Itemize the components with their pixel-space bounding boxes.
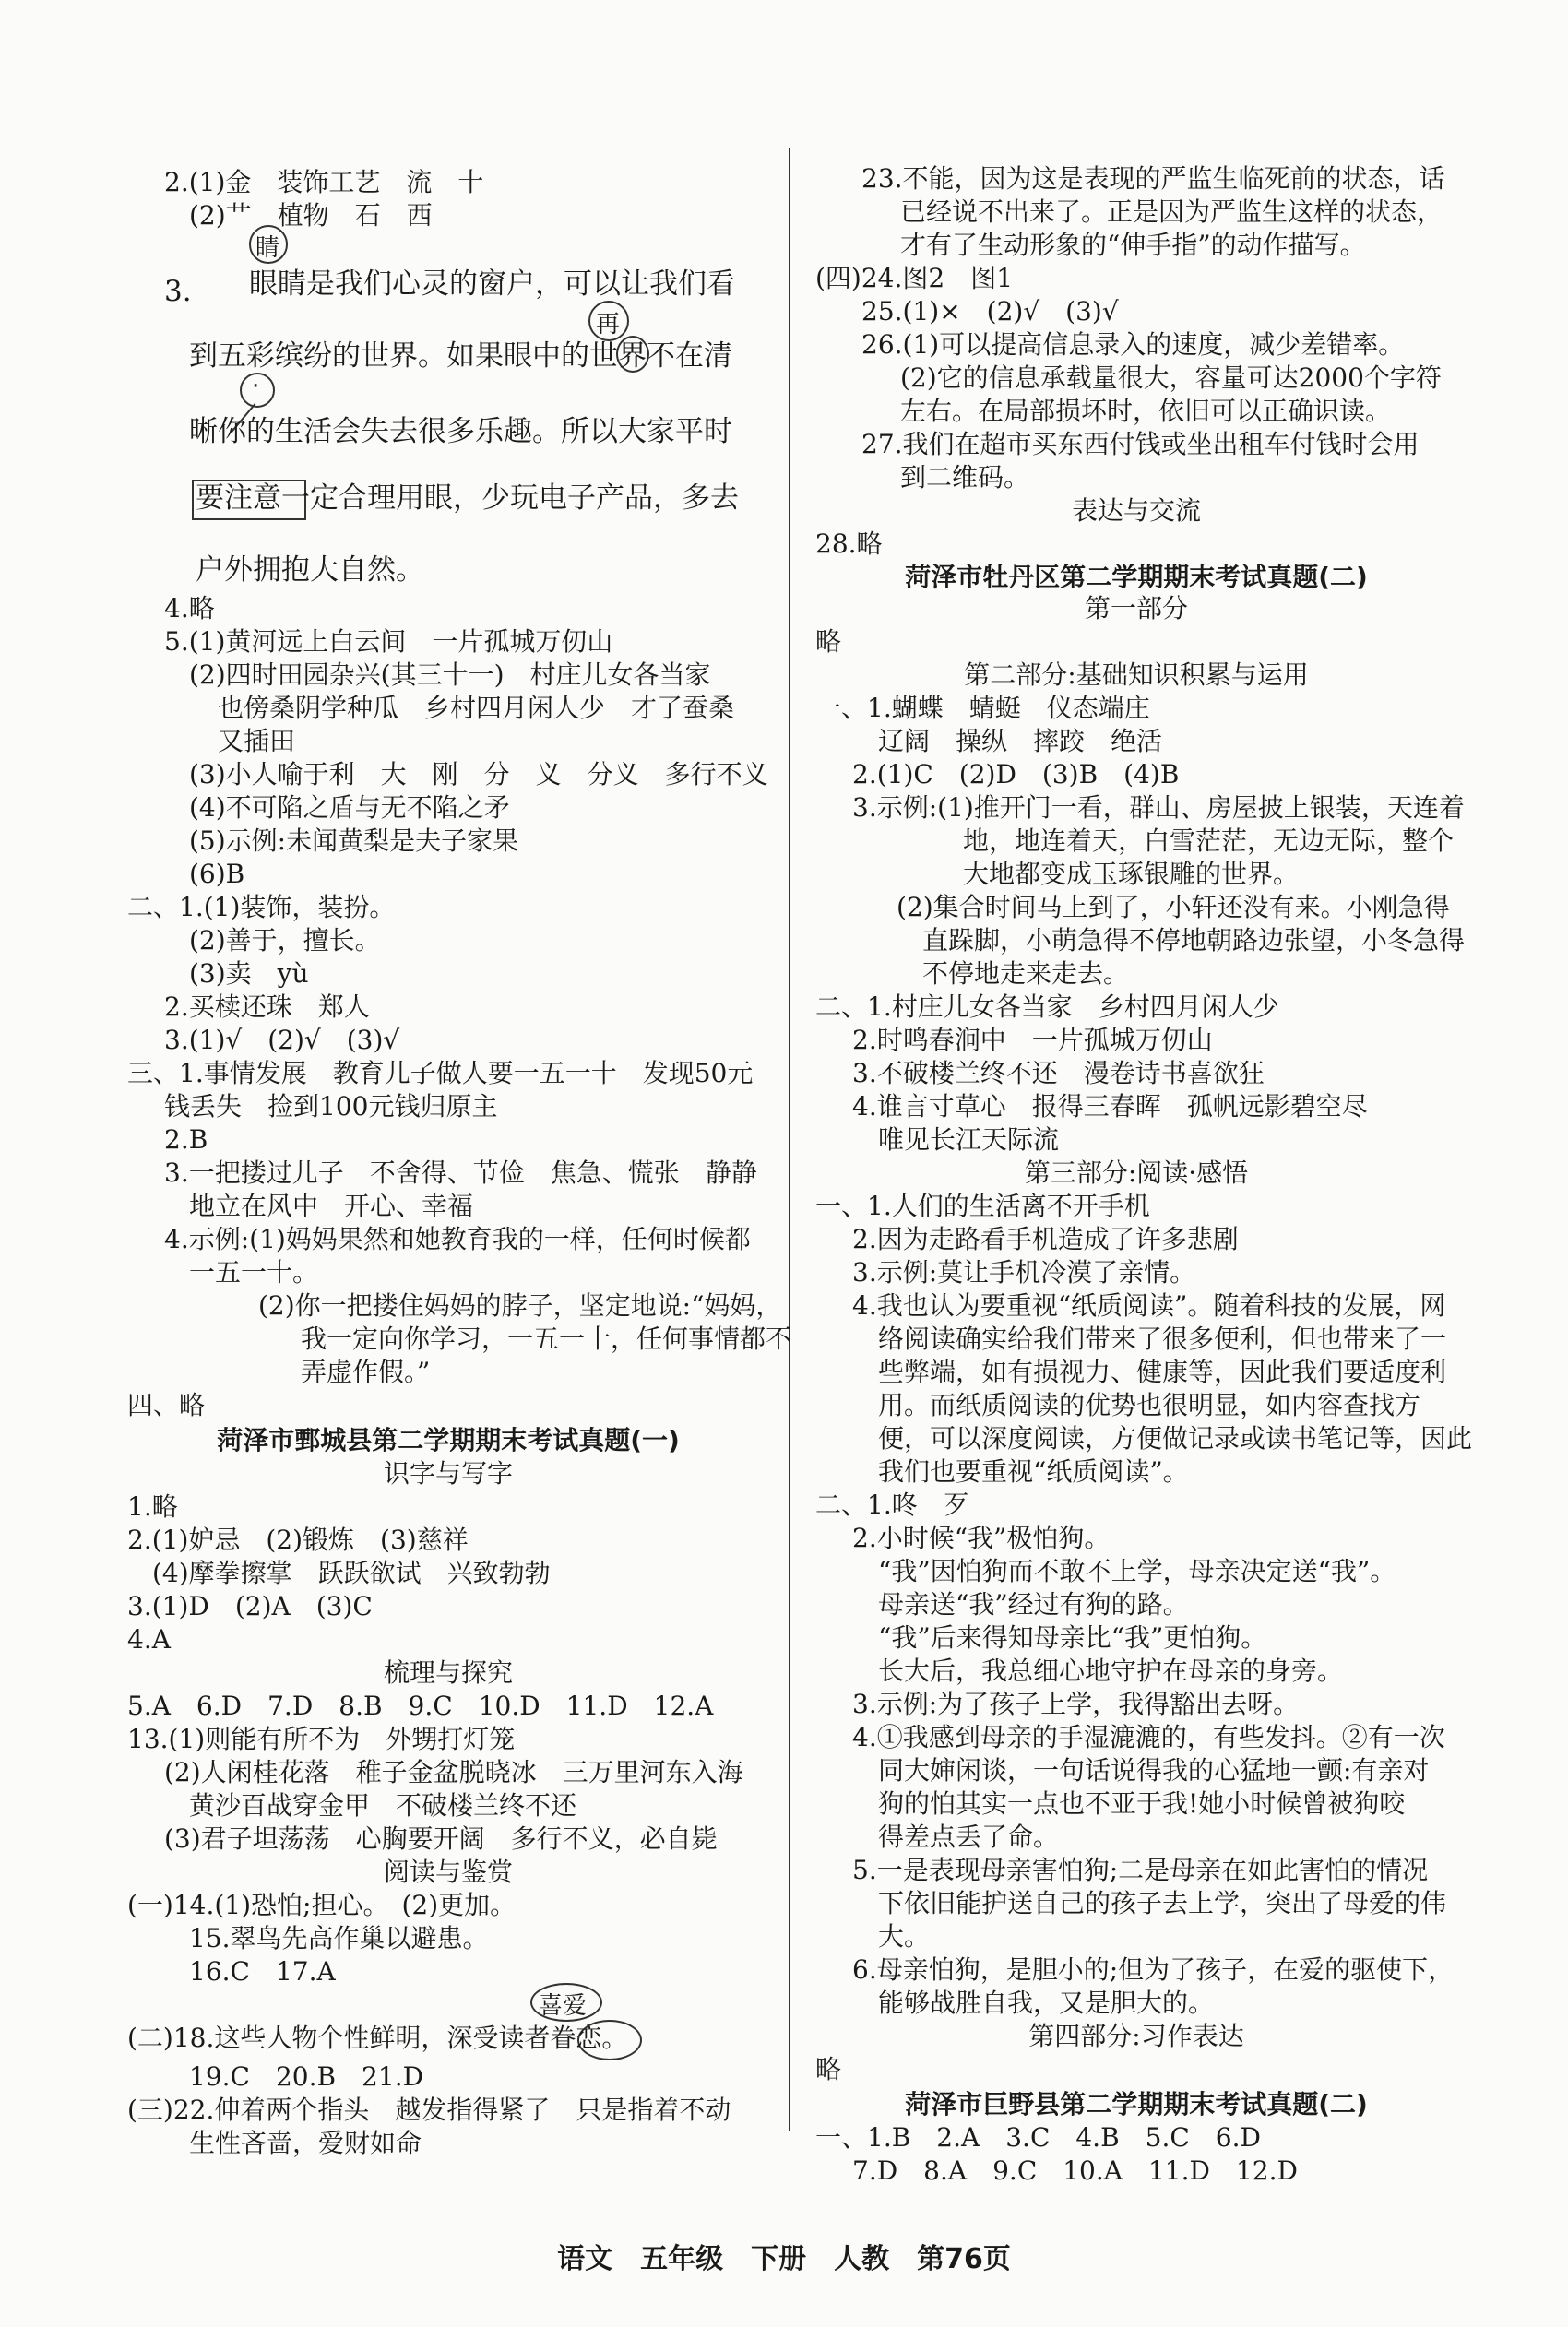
answer-line: (5)示例:未闻黄梨是夫子家果 bbox=[189, 825, 519, 856]
answer-number: 3. bbox=[164, 275, 192, 308]
answer-line: 5.一是表现母亲害怕狗;二是母亲在如此害怕的情况 bbox=[852, 1855, 1429, 1885]
answer-line: 2.买椟还珠 郑人 bbox=[164, 991, 370, 1022]
answer-line: 眼睛是我们心灵的窗户，可以让我们看 bbox=[249, 267, 735, 301]
answer-line: 黄沙百战穿金甲 不破楼兰终不还 bbox=[189, 1790, 577, 1821]
section-subtitle: 识字与写字 bbox=[383, 1458, 513, 1489]
answer-line: 不停地走来走去。 bbox=[922, 958, 1130, 989]
answer-line: 4.我也认为要重视“纸质阅读”。随着科技的发展，网 bbox=[852, 1290, 1446, 1321]
answer-line: (三)22.伸着两个指头 越发指得紧了 只是指着不动 bbox=[127, 2095, 731, 2125]
answer-line: 到五彩缤纷的世界。如果眼中的世界不在清 bbox=[189, 339, 732, 373]
answer-line: (四)24.图2 图1 bbox=[815, 263, 1014, 293]
section-subtitle: 表达与交流 bbox=[1071, 495, 1201, 526]
handwritten-correction: 喜爱 bbox=[539, 1992, 588, 2020]
answer-line: 25.(1)× (2)√ (3)√ bbox=[861, 296, 1119, 326]
answer-line: (一)14.(1)恐怕;担心。 (2)更加。 bbox=[127, 1890, 517, 1920]
answer-line: 2.B bbox=[164, 1124, 208, 1155]
answer-line: “我”因怕狗而不敢不上学，母亲决定送“我”。 bbox=[878, 1556, 1396, 1586]
section-subtitle: 第二部分:基础知识积累与运用 bbox=[964, 659, 1309, 690]
answer-line: 晰你的生活会失去很多乐趣。所以大家平时 bbox=[189, 415, 732, 448]
answer-line: (2)它的信息承载量很大，容量可达2000个字符 bbox=[900, 362, 1442, 393]
answer-line: 也傍桑阴学种瓜 乡村四月闲人少 才了蚕桑 bbox=[218, 693, 735, 723]
answer-line: 辽阔 操纵 摔跤 绝活 bbox=[878, 726, 1163, 756]
answer-line: 母亲送“我”经过有狗的路。 bbox=[878, 1589, 1189, 1620]
answer-line: 23.不能，因为这是表现的严监生临死前的状态，话 bbox=[861, 163, 1445, 194]
answer-line: 13.(1)则能有所不为 外甥打灯笼 bbox=[127, 1724, 516, 1754]
answer-line: (2)你一把搂住妈妈的脖子，坚定地说:“妈妈， bbox=[258, 1290, 782, 1321]
answer-line: 5.A 6.D 7.D 8.B 9.C 10.D 11.D 12.A bbox=[127, 1691, 714, 1721]
section-title: 菏泽市鄄城县第二学期期末考试真题(一) bbox=[217, 1425, 680, 1455]
answer-line: (3)卖 yù bbox=[189, 958, 309, 989]
answer-line: 生性吝啬，爱财如命 bbox=[189, 2128, 422, 2158]
answer-line: 2.因为走路看手机造成了许多悲剧 bbox=[852, 1224, 1239, 1254]
section-subtitle: 第四部分:习作表达 bbox=[1028, 2021, 1244, 2051]
answer-line: 便，可以深度阅读，方便做记录或读书笔记等，因此 bbox=[878, 1423, 1473, 1454]
answer-line: 3.示例:(1)推开门一看，群山、房屋披上银装，天连着 bbox=[852, 792, 1465, 823]
answer-line: 地，地连着天，白雪茫茫，无边无际，整个 bbox=[963, 825, 1455, 856]
answer-line: 络阅读确实给我们带来了很多便利，但也带来了一 bbox=[878, 1324, 1447, 1354]
answer-line: 一、1.蝴蝶 蜻蜓 仪态端庄 bbox=[815, 693, 1150, 723]
answer-line: 4.示例:(1)妈妈果然和她教育我的一样，任何时候都 bbox=[164, 1224, 751, 1254]
answer-line: 4.谁言寸草心 报得三春晖 孤帆远影碧空尽 bbox=[852, 1091, 1368, 1122]
answer-line: 我们也要重视“纸质阅读”。 bbox=[878, 1456, 1189, 1487]
answer-line: 直跺脚，小萌急得不停地朝路边张望，小冬急得 bbox=[922, 925, 1466, 956]
section-subtitle: 第一部分 bbox=[1084, 593, 1188, 623]
answer-line: 2.时鸣春涧中 一片孤城万仞山 bbox=[852, 1025, 1213, 1055]
answer-line: 7.D 8.A 9.C 10.A 11.D 12.D bbox=[852, 2155, 1298, 2186]
answer-line: 得差点丢了命。 bbox=[878, 1822, 1060, 1852]
answer-line: 户外拥抱大自然。 bbox=[196, 553, 424, 587]
answer-line: 3.(1)D (2)A (3)C bbox=[127, 1591, 373, 1621]
answer-line: 大。 bbox=[878, 1921, 931, 1952]
page-footer: 语文 五年级 下册 人教 第76页 bbox=[557, 2243, 1011, 2275]
answer-line: 26.(1)可以提高信息录入的速度，减少差错率。 bbox=[861, 329, 1405, 360]
answer-line: 6.母亲怕狗，是胆小的;但为了孩子，在爱的驱使下， bbox=[852, 1954, 1455, 1985]
answer-line: 一、1.B 2.A 3.C 4.B 5.C 6.D bbox=[815, 2122, 1261, 2153]
answer-line: “我”后来得知母亲比“我”更怕狗。 bbox=[878, 1622, 1267, 1653]
answer-line: (2)四时田园杂兴(其三十一) 村庄儿女各当家 bbox=[189, 659, 711, 690]
column-divider bbox=[789, 148, 790, 2131]
answer-line: 已经说不出来了。正是因为严监生这样的状态， bbox=[900, 196, 1443, 227]
answer-line: 唯见长江天际流 bbox=[878, 1124, 1060, 1155]
answer-line: 二、1.村庄儿女各当家 乡村四月闲人少 bbox=[815, 991, 1279, 1022]
answer-line: 用。而纸质阅读的优势也很明显，如内容查找方 bbox=[878, 1390, 1421, 1420]
answer-line: (6)B bbox=[189, 859, 245, 889]
answer-line: 3.(1)√ (2)√ (3)√ bbox=[164, 1025, 400, 1055]
answer-line: 我一定向你学习，一五一十，任何事情都不 bbox=[301, 1324, 792, 1354]
section-title: 菏泽市牡丹区第二学期期末考试真题(二) bbox=[905, 562, 1368, 592]
answer-line: 二、1.(1)装饰，装扮。 bbox=[127, 892, 396, 922]
answer-line: 长大后，我总细心地守护在母亲的身旁。 bbox=[878, 1656, 1344, 1686]
answer-line: 28.略 bbox=[815, 528, 883, 559]
section-subtitle: 阅读与鉴赏 bbox=[383, 1857, 513, 1887]
answer-line: 略 bbox=[815, 2054, 842, 2084]
section-subtitle: 第三部分:阅读·感悟 bbox=[1024, 1158, 1249, 1188]
answer-line: 又插田 bbox=[218, 726, 296, 756]
answer-line: 1.略 bbox=[127, 1491, 178, 1522]
answer-line: 一、1.人们的生活离不开手机 bbox=[815, 1191, 1150, 1221]
answer-line: 15.翠鸟先高作巢以避患。 bbox=[189, 1923, 489, 1953]
answer-line: 4.略 bbox=[164, 593, 215, 623]
answer-line: 到二维码。 bbox=[900, 462, 1030, 493]
answer-line: 2.(1)金 装饰工艺 流 十 bbox=[164, 167, 484, 197]
answer-line: 能够战胜自我，又是胆大的。 bbox=[878, 1988, 1215, 2018]
handwritten-correction: · bbox=[252, 373, 260, 400]
section-subtitle: 梳理与探究 bbox=[383, 1657, 513, 1688]
handwritten-correction: 睛 bbox=[255, 234, 280, 262]
answer-line: 3.示例:为了孩子上学，我得豁出去呀。 bbox=[852, 1689, 1300, 1719]
answer-line: 地立在风中 开心、幸福 bbox=[189, 1191, 474, 1221]
answer-line: 左右。在局部损坏时，依旧可以正确识读。 bbox=[900, 396, 1392, 426]
answer-line: 同大婶闲谈，一句话说得我的心猛地一颤:有亲对 bbox=[878, 1755, 1430, 1786]
answer-line: 27.我们在超市买东西付钱或坐出租车付钱时会用 bbox=[861, 429, 1420, 459]
answer-line: 二、1.咚 歹 bbox=[815, 1490, 969, 1520]
answer-line: (2)集合时间马上到了，小轩还没有来。小刚急得 bbox=[897, 892, 1450, 922]
answer-line: 3.一把搂过儿子 不舍得、节俭 焦急、慌张 静静 bbox=[164, 1158, 757, 1188]
answer-line: 4.①我感到母亲的手湿漉漉的，有些发抖。②有一次 bbox=[852, 1722, 1445, 1752]
answer-line: 略 bbox=[815, 626, 842, 657]
answer-line: 一五一十。 bbox=[189, 1257, 319, 1288]
handwritten-correction: 再 bbox=[596, 311, 621, 338]
answer-line: 弄虚作假。” bbox=[301, 1357, 431, 1387]
answer-line: 4.A bbox=[127, 1624, 171, 1655]
answer-line: 下依旧能护送自己的孩子去上学，突出了母爱的伟 bbox=[878, 1888, 1447, 1918]
answer-line: 钱丢失 捡到100元钱归原主 bbox=[164, 1091, 498, 1122]
answer-line: 2.(1)妒忌 (2)锻炼 (3)慈祥 bbox=[127, 1525, 469, 1555]
answer-line: 狗的怕其实一点也不亚于我!她小时候曾被狗咬 bbox=[878, 1788, 1406, 1819]
answer-line: (3)小人喻于利 大 刚 分 义 分义 多行不义 bbox=[189, 759, 768, 790]
answer-line: 2.(1)C (2)D (3)B (4)B bbox=[852, 759, 1180, 790]
answer-line: 16.C 17.A bbox=[189, 1956, 336, 1987]
answer-line: 四、略 bbox=[127, 1390, 206, 1420]
answer-line: (4)摩拳擦掌 跃跃欲试 兴致勃勃 bbox=[152, 1558, 551, 1588]
answer-line: (2)人闲桂花落 稚子金盆脱晓冰 三万里河东入海 bbox=[164, 1757, 743, 1787]
answer-line: 才有了生动形象的“伸手指”的动作描写。 bbox=[900, 230, 1366, 260]
answer-line: 些弊端，如有损视力、健康等，因此我们要适度利 bbox=[878, 1357, 1447, 1387]
answer-line: 3.不破楼兰终不还 漫卷诗书喜欲狂 bbox=[852, 1058, 1265, 1088]
answer-line: 三、1.事情发展 教育儿子做人要一五一十 发现50元 bbox=[127, 1058, 754, 1088]
answer-line: 要注意一定合理用眼，少玩电子产品，多去 bbox=[196, 481, 739, 515]
answer-line: 19.C 20.B 21.D bbox=[189, 2061, 424, 2092]
answer-line: (2)善于，擅长。 bbox=[189, 925, 381, 956]
answer-line: (3)君子坦荡荡 心胸要开阔 多行不义，必自毙 bbox=[164, 1823, 718, 1854]
answer-line: (二)18.这些人物个性鲜明，深受读者眷恋。 bbox=[127, 2023, 628, 2053]
answer-line: 大地都变成玉琢银雕的世界。 bbox=[963, 859, 1300, 889]
answer-line: 5.(1)黄河远上白云间 一片孤城万仞山 bbox=[164, 626, 613, 657]
answer-line: (4)不可陷之盾与无不陷之矛 bbox=[189, 792, 510, 823]
answer-line: 3.示例:莫让手机冷漠了亲情。 bbox=[852, 1257, 1196, 1288]
answer-line: (2)艹 植物 石 西 bbox=[189, 200, 433, 231]
section-title: 菏泽市巨野县第二学期期末考试真题(二) bbox=[905, 2089, 1368, 2119]
answer-line: 2.小时候“我”极怕狗。 bbox=[852, 1523, 1111, 1553]
